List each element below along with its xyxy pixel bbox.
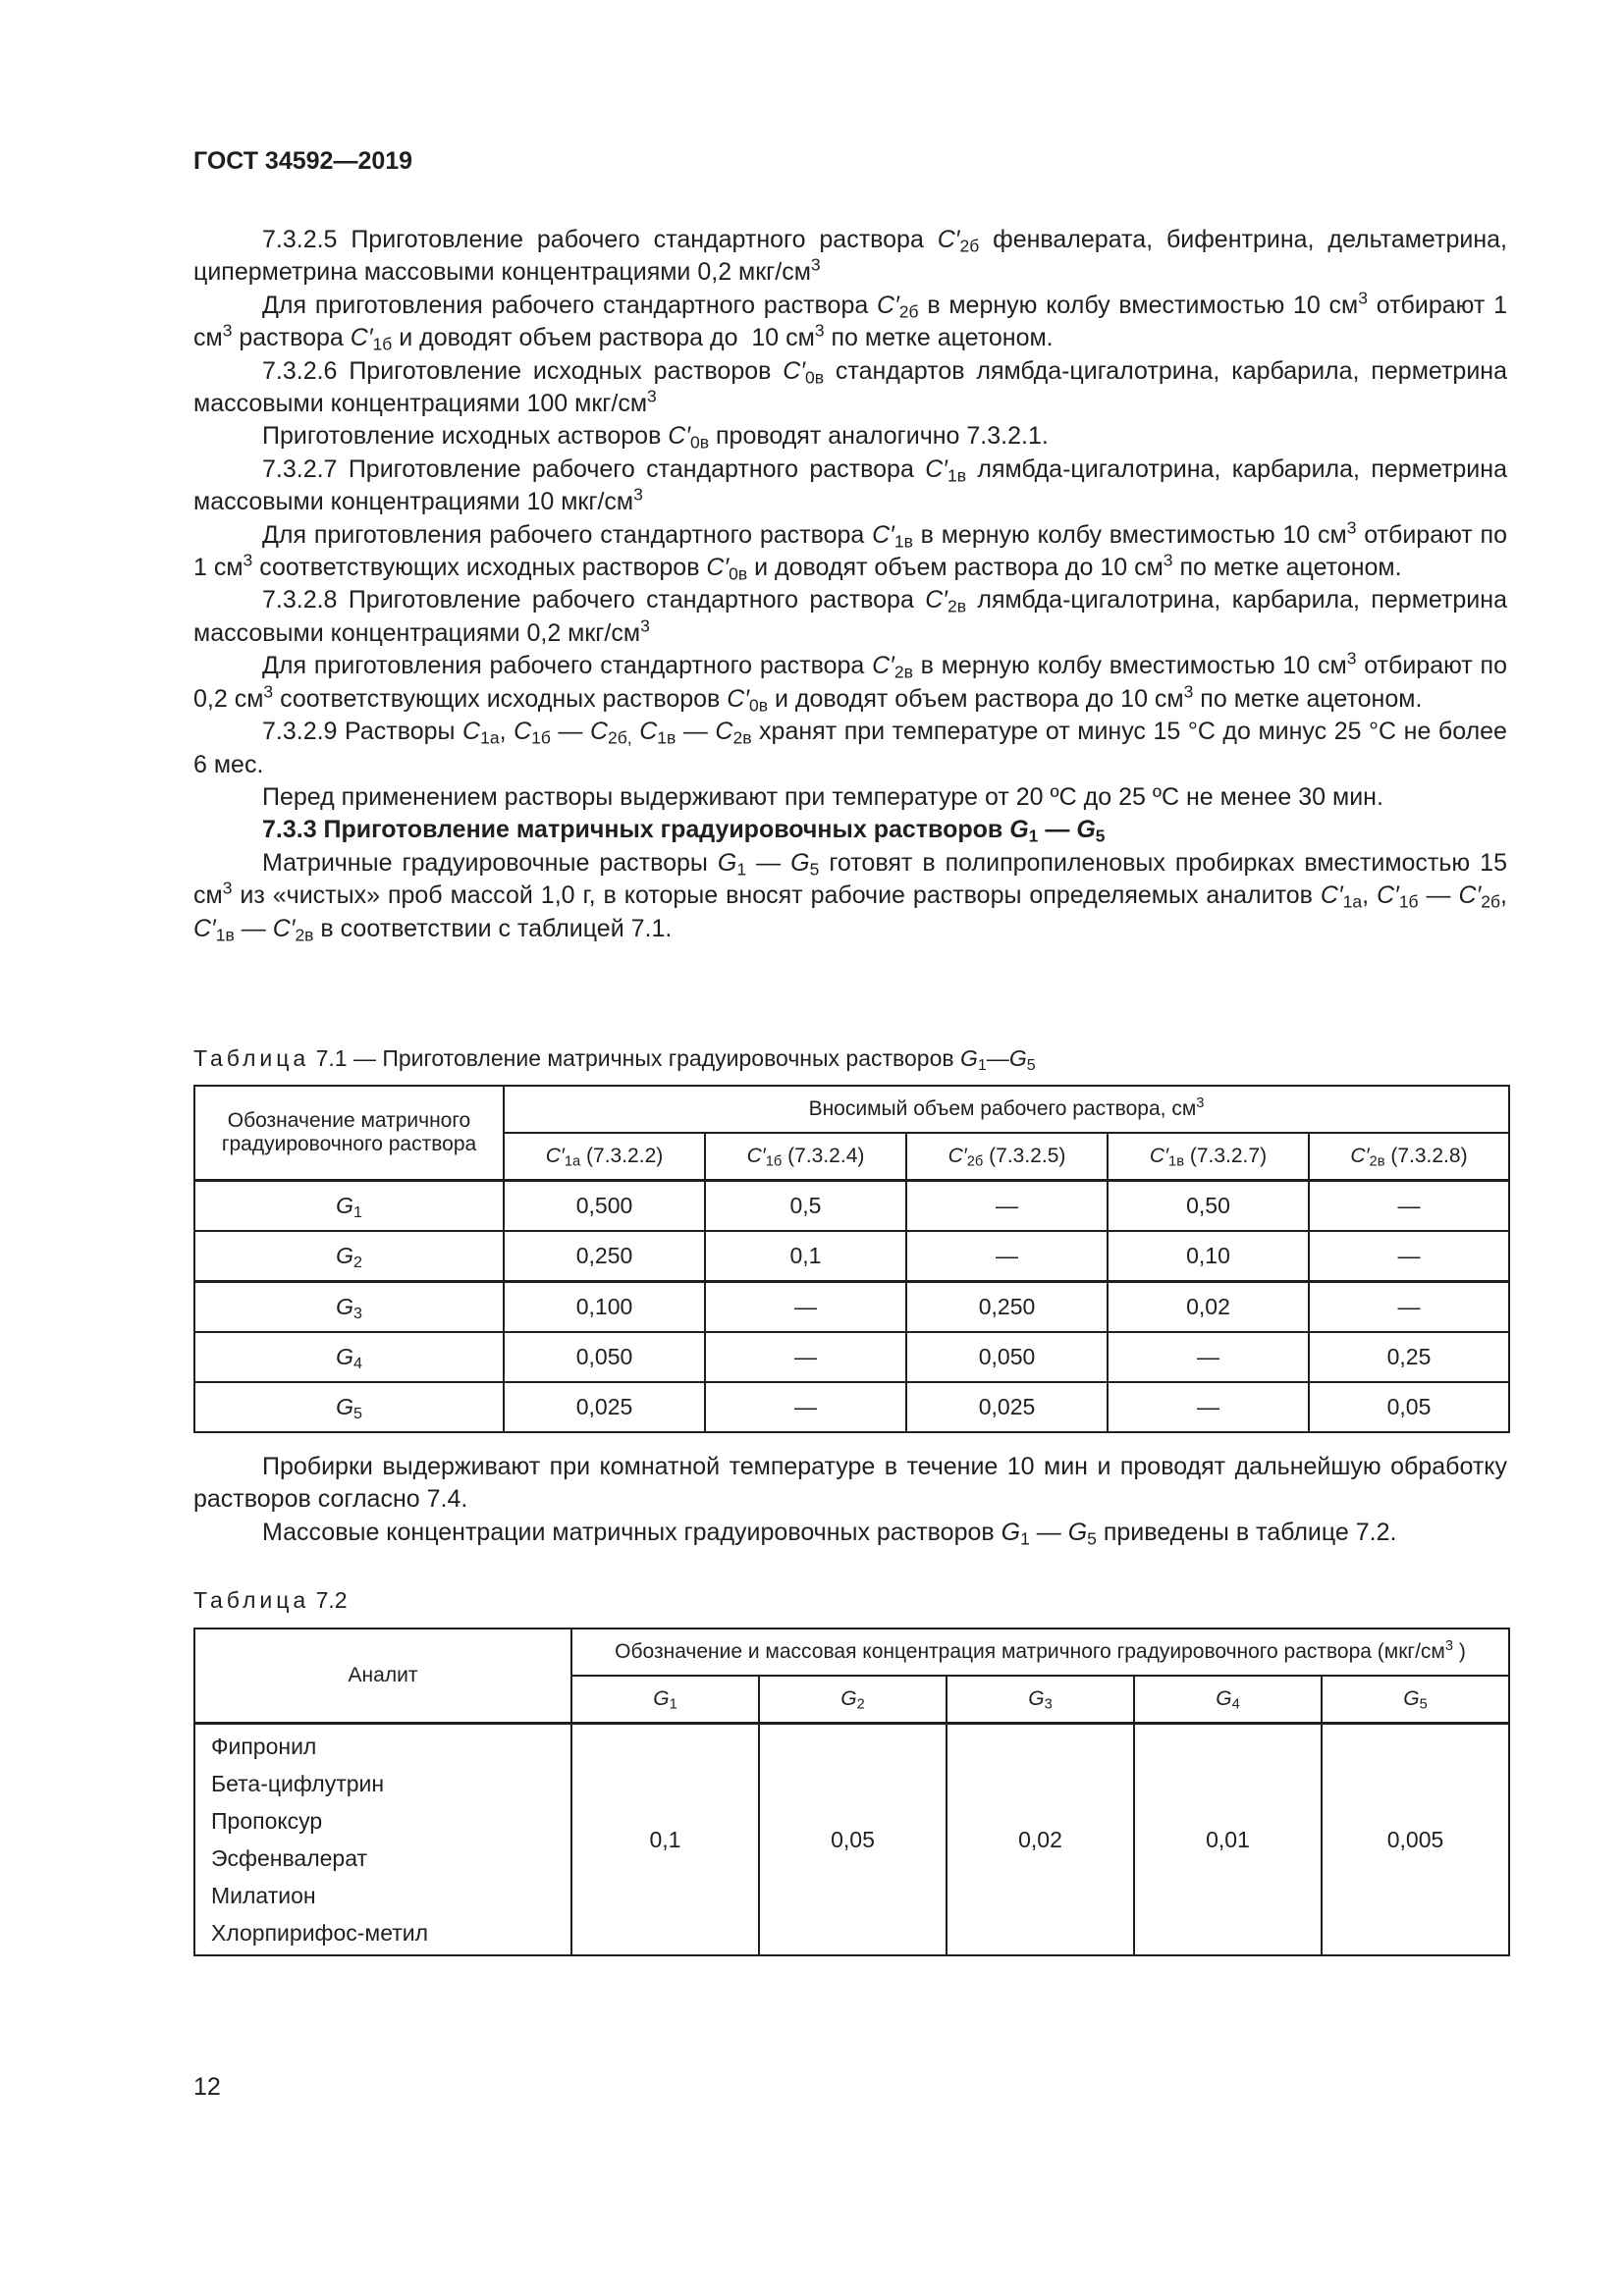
- body-text: [193, 224, 1507, 945]
- table-cell: 0,050: [504, 1332, 705, 1382]
- table-cell: 0,02: [947, 1724, 1134, 1956]
- table-cell: 0,250: [504, 1231, 705, 1282]
- table-cell: 0,02: [1108, 1282, 1309, 1333]
- table-cell: —: [1108, 1332, 1309, 1382]
- column-header: $C'_{1в}$ (7.3.2.7): [1108, 1133, 1309, 1181]
- table-cell: 0,01: [1134, 1724, 1322, 1956]
- table-cell: 0,500: [504, 1181, 705, 1232]
- table-row: [194, 1382, 1509, 1432]
- paragraph: Приготовление исходных астворов $C'_{0в}$ проводят аналогично 7.3.2.1.: [262, 422, 1049, 453]
- paragraph: 7.3.2.7 Приготовление рабочего стандартного раствора $C'_{1в}$ лямбда-цигалотрина, карбарила, перметрина массовыми концентрациями 10 мкг/$см^3$: [193, 454, 1507, 516]
- table-cell: —: [1309, 1181, 1509, 1232]
- table-cell: 0,025: [504, 1382, 705, 1432]
- table-cell: —: [1309, 1282, 1509, 1333]
- paragraph: Матричные градуировочные растворы $G_1$ — $G_5$ готовят в полипропиленовых пробирках вместимостью 15 $см^3$ из «чистых» проб массой 1,0 г, в которые вносят рабочие растворы определяемых аналитов $C'_{1а}$, $C'_{1б}$ — $C'_{2б}$, $C'_{1в}$ — $C'_{2в}$ в соответствии с таблицей 7.1.: [193, 848, 1507, 944]
- column-header: $C'_{1а}$ (7.3.2.2): [504, 1133, 705, 1181]
- column-header: $G_3$: [947, 1676, 1134, 1724]
- table-cell: —: [705, 1282, 906, 1333]
- table-cell: —: [1108, 1382, 1309, 1432]
- paragraph: Пробирки выдерживают при комнатной температуре в течение 10 мин и проводят дальнейшую обработку растворов согласно 7.4.: [193, 1453, 1507, 1514]
- table-row: [194, 1724, 1509, 1956]
- table-cell: 0,100: [504, 1282, 705, 1333]
- table-cell: 0,05: [759, 1724, 947, 1956]
- table-cell: —: [705, 1332, 906, 1382]
- row-label: $G_1$: [194, 1181, 504, 1232]
- column-header-volume: Вносимый объем рабочего раствора, $см^3$: [504, 1086, 1509, 1133]
- table-cell: —: [1309, 1231, 1509, 1282]
- paragraph: Для приготовления рабочего стандартного раствора $C'_{1в}$ в мерную колбу вместимостью 10 $см^3$ отбирают по 1 $см^3$ соответствующих исходных растворов $C'_{0в}$ и доводят объем раствора до 10 $см^3$ по метке ацетоном.: [193, 517, 1507, 584]
- column-header: $C'_{1б}$ (7.3.2.4): [705, 1133, 906, 1181]
- list-item: Пропоксур: [211, 1808, 323, 1834]
- body-text-after-table: [193, 1451, 1507, 1549]
- list-item: Бета-цифлутрин: [211, 1771, 385, 1796]
- paragraph: Для приготовления рабочего стандартного раствора $C'_{2б}$ в мерную колбу вместимостью 10 $см^3$ отбирают 1 $см^3$ раствора $C'_{1б}$ и доводят объем раствора до 10 $см^3$ по метке ацетоном.: [193, 288, 1507, 354]
- table-7-1-caption: Таблица 7.1 — Приготовление матричных градуировочных растворов $G_1—G_5$: [193, 1045, 1036, 1075]
- column-header: $C'_{2в}$ (7.3.2.8): [1309, 1133, 1509, 1181]
- row-label: $G_2$: [194, 1231, 504, 1282]
- list-item: Хлорпирифос-метил: [211, 1920, 429, 1946]
- column-header-designation: Обозначение и массовая концентрация матричного градуировочного раствора ($мкг/см^3$ ): [571, 1629, 1509, 1676]
- table-cell: 0,050: [906, 1332, 1108, 1382]
- column-header: $G_5$: [1322, 1676, 1509, 1724]
- table-cell: —: [906, 1231, 1108, 1282]
- table-cell: —: [705, 1382, 906, 1432]
- row-label: $G_5$: [194, 1382, 504, 1432]
- table-cell: 0,5: [705, 1181, 906, 1232]
- column-header: $G_4$: [1134, 1676, 1322, 1724]
- paragraph: 7.3.2.8 Приготовление рабочего стандартного раствора $C'_{2в}$ лямбда-цигалотрина, карбарила, перметрина массовыми концентрациями 0,2 мкг/$см^3$: [193, 586, 1507, 647]
- paragraph: 7.3.2.9 Растворы $C_{1а}$, $C_{1б}$ — $C_{2б,}$ $C_{1в}$ — $C_{2в}$ хранят при температуре от минус 15 °С до минус 25 °С не более 6 мес.: [193, 718, 1507, 778]
- column-header: $G_1$: [571, 1676, 759, 1724]
- section-heading: 7.3.3 Приготовление матричных градуировочных растворов $G_1$ — $G_5$: [262, 816, 1106, 846]
- table-cell: 0,025: [906, 1382, 1108, 1432]
- paragraph: Массовые концентрации матричных градуировочных растворов $G_1$ — $G_5$ приведены в таблице 7.2.: [262, 1518, 1397, 1549]
- table-cell: 0,50: [1108, 1181, 1309, 1232]
- table-7-2-caption: Таблица 7.2: [193, 1587, 348, 1613]
- column-header-designation: Обозначение матричного градуировочного раствора: [194, 1086, 504, 1181]
- table-row: [194, 1231, 1509, 1282]
- list-item: Милатион: [211, 1883, 316, 1908]
- column-header: $C'_{2б}$ (7.3.2.5): [906, 1133, 1108, 1181]
- table-cell: 0,250: [906, 1282, 1108, 1333]
- list-item: Фипронил: [211, 1734, 317, 1759]
- table-cell: 0,25: [1309, 1332, 1509, 1382]
- paragraph: Перед применением растворы выдерживают при температуре от 20 ºС до 25 ºС не менее 30 мин.: [262, 782, 1383, 811]
- page-number: 12: [193, 2073, 221, 2101]
- row-label: $G_3$: [194, 1282, 504, 1333]
- analyte-list: [194, 1724, 571, 1956]
- row-label: $G_4$: [194, 1332, 504, 1382]
- table-7-1: [193, 1085, 1510, 1433]
- table-cell: 0,1: [705, 1231, 906, 1282]
- table-cell: 0,005: [1322, 1724, 1509, 1956]
- paragraph: Для приготовления рабочего стандартного раствора $C'_{2в}$ в мерную колбу вместимостью 10 $см^3$ отбирают по 0,2 $см^3$ соответствующих исходных растворов $C'_{0в}$ и доводят объем раствора до 10 $см^3$ по метке ацетоном.: [193, 648, 1507, 716]
- table-cell: 0,1: [571, 1724, 759, 1956]
- paragraph: 7.3.2.6 Приготовление исходных растворов $C'_{0в}$ стандартов лямбда-цигалотрина, карбарила, перметрина массовыми концентрациями 100 мкг/$см^3$: [193, 356, 1507, 418]
- table-row: [194, 1282, 1509, 1333]
- table-cell: —: [906, 1181, 1108, 1232]
- table-row: [194, 1181, 1509, 1232]
- column-header: $G_2$: [759, 1676, 947, 1724]
- table-cell: 0,10: [1108, 1231, 1309, 1282]
- paragraph: 7.3.2.5 Приготовление рабочего стандартного раствора $C'_{2б}$ фенвалерата, бифентрина, дельтаметрина, циперметрина массовыми концентрациями 0,2 мкг/$см^3$: [193, 226, 1507, 287]
- table-cell: 0,05: [1309, 1382, 1509, 1432]
- column-header-analyte: Аналит: [194, 1629, 571, 1724]
- document-header: ГОСТ 34592—2019: [193, 147, 413, 175]
- table-7-2: [193, 1628, 1510, 1956]
- table-row: [194, 1332, 1509, 1382]
- list-item: Эсфенвалерат: [211, 1845, 368, 1871]
